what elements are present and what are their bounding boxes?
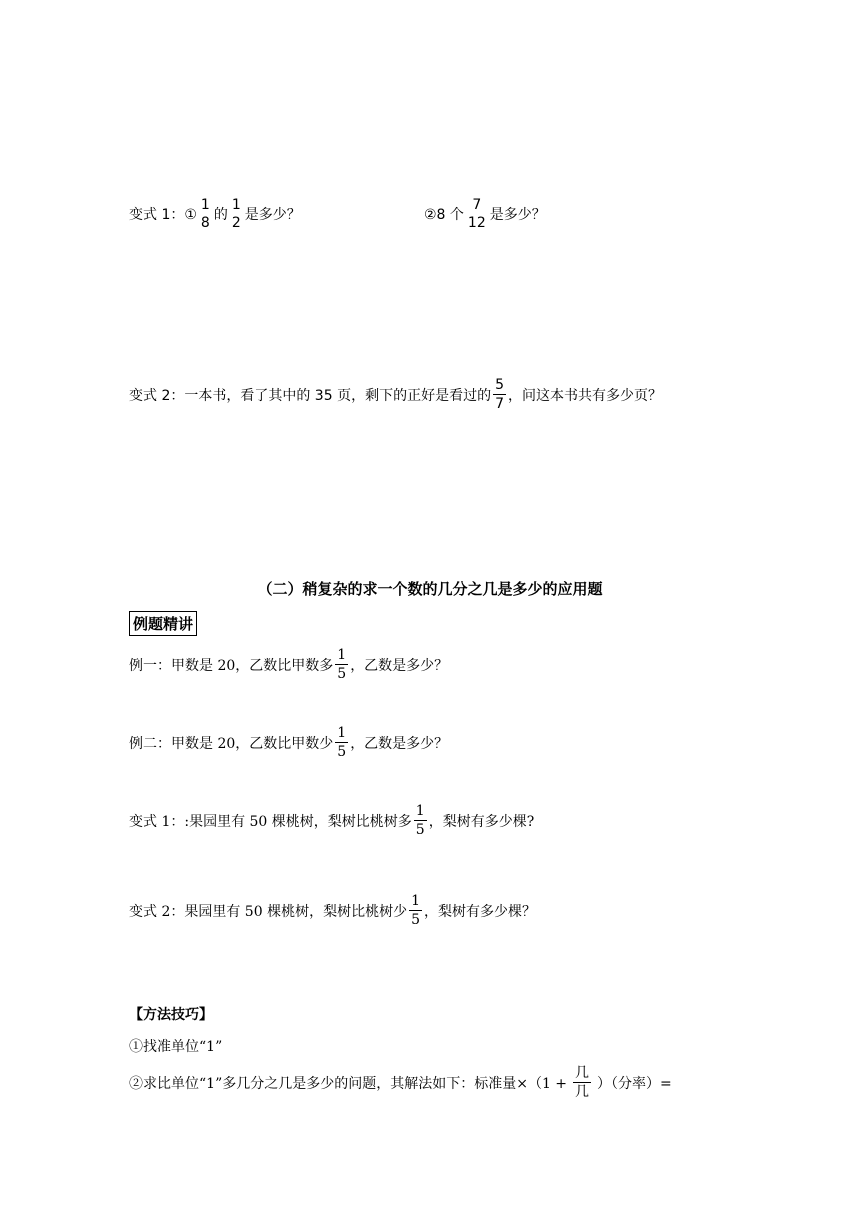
variant2-line <box>129 378 662 411</box>
fraction-denominator: 几 <box>575 1084 590 1100</box>
text: ）（分率）= <box>597 1075 672 1092</box>
fraction-denominator: 5 <box>337 666 347 682</box>
variant1-line <box>129 198 301 230</box>
variant1b-line <box>129 804 534 837</box>
boxed-heading: 例题精讲 <box>129 611 197 636</box>
fraction-numerator: 5 <box>495 377 504 393</box>
fraction-denominator: 5 <box>337 744 347 760</box>
fraction-numerator: 7 <box>472 197 482 213</box>
fraction-numerator: 1 <box>231 197 241 213</box>
text: ②求比单位“1”多几分之几是多少的问题，其解法如下：标准量×（1 + <box>129 1075 568 1092</box>
example1-line <box>129 648 448 681</box>
text: 变式 2：一本书，看了其中的 35 页，剩下的正好是看过的 <box>129 387 492 404</box>
section-title: （二）稍复杂的求一个数的几分之几是多少的应用题 <box>257 580 603 598</box>
variant1-label: 变式 1：① <box>129 207 197 223</box>
text: 的 <box>213 207 228 223</box>
variant2b-line <box>129 894 536 927</box>
fraction-numerator: 1 <box>415 803 425 819</box>
text: ，梨树有多少棵? <box>428 813 535 830</box>
text: ，乙数是多少？ <box>350 735 449 752</box>
fraction <box>409 894 422 927</box>
fraction-numerator: 1 <box>337 725 347 741</box>
text: 例一：甲数是 20，乙数比甲数多 <box>129 657 334 674</box>
fraction <box>230 198 243 230</box>
method-point-2-line <box>129 1066 672 1099</box>
text: 是多少？ <box>489 207 546 223</box>
text: ，乙数是多少？ <box>350 657 449 674</box>
fraction <box>199 198 212 230</box>
fraction <box>335 726 348 759</box>
method-title: 【方法技巧】 <box>129 1007 213 1023</box>
text: ，梨树有多少棵？ <box>424 903 536 920</box>
text: ，问这本书共有多少页？ <box>508 387 662 404</box>
fraction-numerator: 几 <box>575 1065 590 1081</box>
fraction-denominator: 7 <box>495 396 504 412</box>
method-point-1: ①找准单位“1” <box>129 1039 223 1055</box>
fraction <box>493 378 506 411</box>
fraction-denominator: 5 <box>411 912 420 928</box>
text: 是多少？ <box>244 207 301 223</box>
fraction-denominator: 5 <box>415 822 425 838</box>
fraction-numerator: 1 <box>200 197 210 213</box>
text: 变式 1：:果园里有 50 棵桃树，梨树比桃树多 <box>129 813 412 830</box>
text: 变式 2：果园里有 50 棵桃树，梨树比桃树少 <box>129 903 408 920</box>
fraction-denominator: 8 <box>200 215 210 231</box>
fraction-denominator: 12 <box>467 215 486 231</box>
fraction-numerator: 1 <box>337 647 347 663</box>
text: ②8 个 <box>424 207 464 223</box>
variant1-q2-line <box>424 198 546 230</box>
example2-line <box>129 726 448 759</box>
fraction <box>414 804 427 837</box>
fraction <box>335 648 348 681</box>
fraction-numerator: 1 <box>411 893 420 909</box>
fraction <box>573 1066 591 1099</box>
fraction-denominator: 2 <box>231 215 241 231</box>
text: 例二：甲数是 20，乙数比甲数少 <box>129 735 334 752</box>
fraction <box>466 198 488 230</box>
